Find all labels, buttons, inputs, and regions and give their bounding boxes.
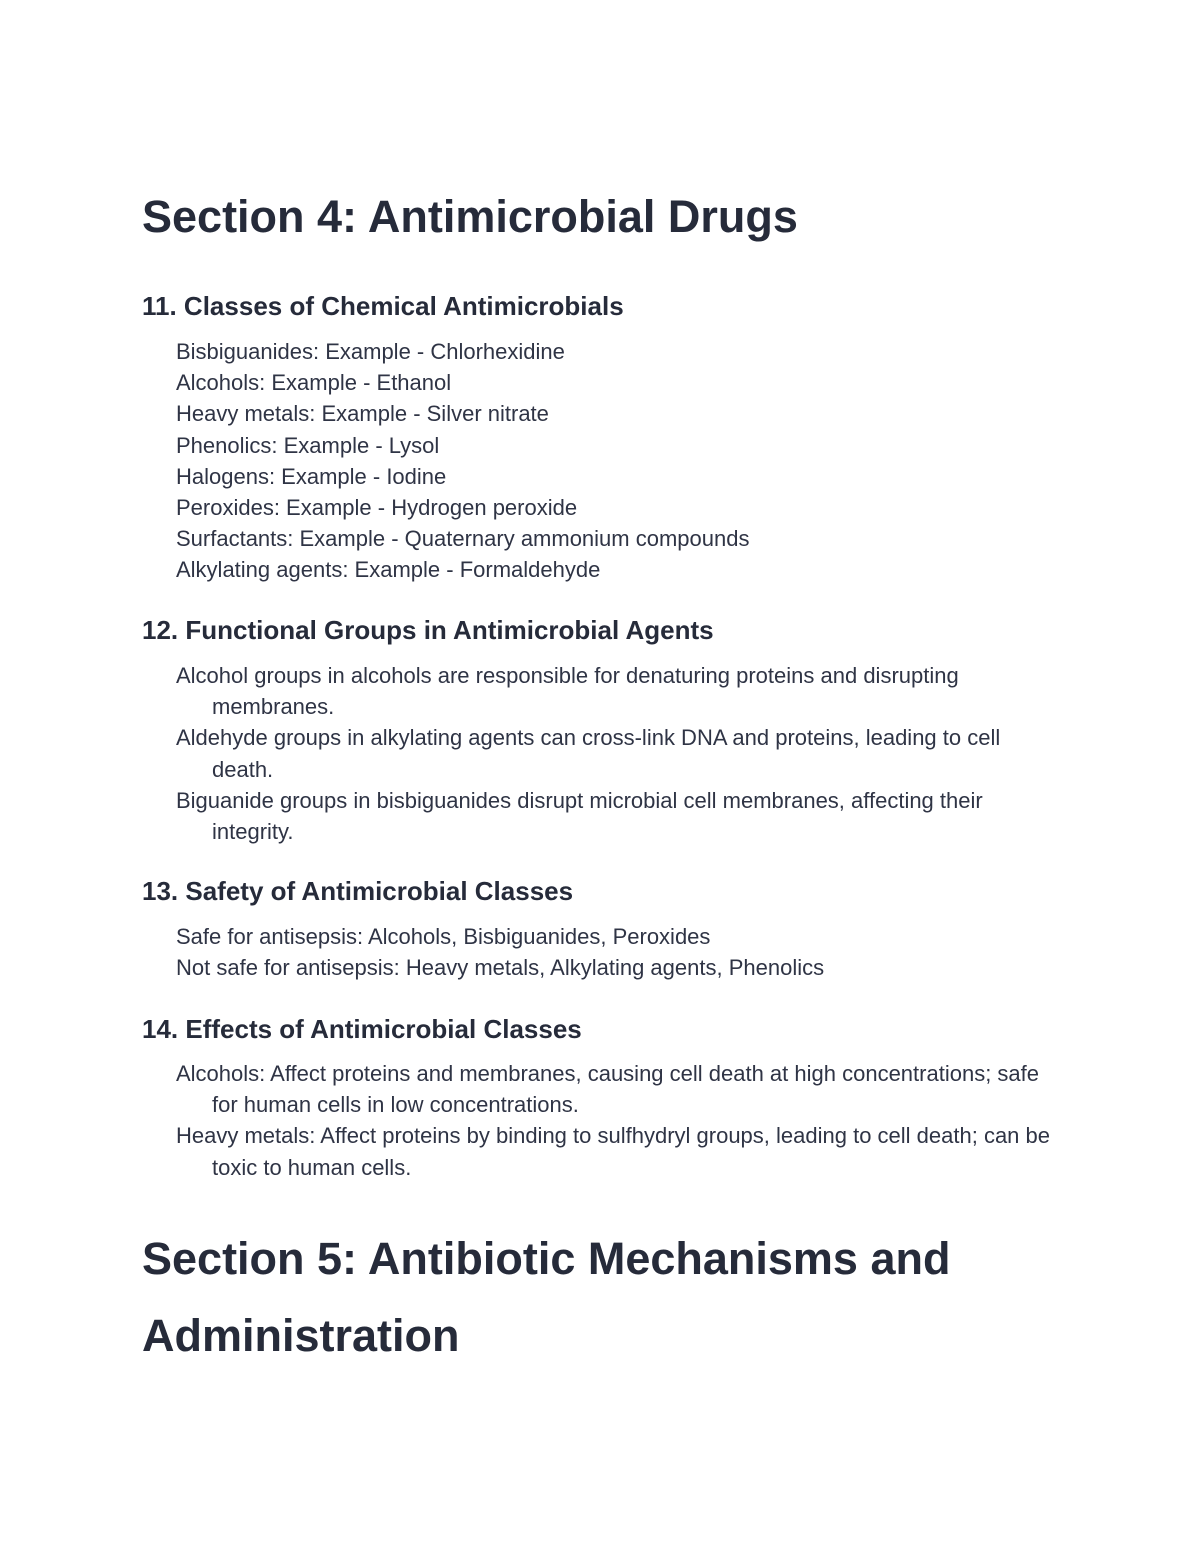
list-item: Bisbiguanides: Example - Chlorhexidine — [176, 339, 565, 364]
list-item: Alcohols: Affect proteins and membranes, causing cell death at high concentrations; safe for human cells in low concentrations. — [176, 1061, 1039, 1118]
list-item: Biguanide groups in bisbiguanides disrupt microbial cell membranes, affecting their integrity. — [176, 787, 983, 845]
list-item: Alkylating agents: Example - Formaldehyde — [176, 557, 601, 583]
section-4-title: Section 4: Antimicrobial Drugs — [142, 191, 798, 242]
subsection-12-list — [176, 660, 1066, 847]
list-item: Heavy metals: Affect proteins by binding to sulfhydryl groups, leading to cell death; can be toxic to human cells. — [176, 1123, 1050, 1180]
subsection-11-list — [176, 336, 1066, 586]
subsection-12-heading: 12. Functional Groups in Antimicrobial Agents — [142, 615, 714, 645]
subsection-13-list — [176, 921, 1066, 983]
list-item: Heavy metals: Example - Silver nitrate — [176, 401, 549, 427]
list-item: Alcohols: Example - Ethanol — [176, 370, 452, 396]
list-item: Alcohol groups in alcohols are responsible for denaturing proteins and disrupting membranes. — [176, 663, 959, 720]
list-item: Aldehyde groups in alkylating agents can cross-link DNA and proteins, leading to cell death. — [176, 725, 1001, 782]
list-item: Peroxides: Example - Hydrogen peroxide — [176, 495, 578, 521]
list-item: Not safe for antisepsis: Heavy metals, Alkylating agents, Phenolics — [176, 955, 825, 981]
section-5-title: Section 5: Antibiotic Mechanisms and Administration — [142, 1233, 951, 1361]
list-item: Surfactants: Example - Quaternary ammonium compounds — [176, 526, 750, 552]
list-item: Safe for antisepsis: Alcohols, Bisbiguanides, Peroxides — [176, 924, 711, 949]
subsection-14-list — [176, 1058, 1066, 1183]
subsection-11-heading: 11. Classes of Chemical Antimicrobials — [142, 291, 624, 321]
subsection-13-heading: 13. Safety of Antimicrobial Classes — [142, 876, 574, 906]
list-item: Halogens: Example - Iodine — [176, 463, 447, 489]
subsection-14-heading: 14. Effects of Antimicrobial Classes — [142, 1014, 582, 1044]
list-item: Phenolics: Example - Lysol — [176, 432, 440, 458]
